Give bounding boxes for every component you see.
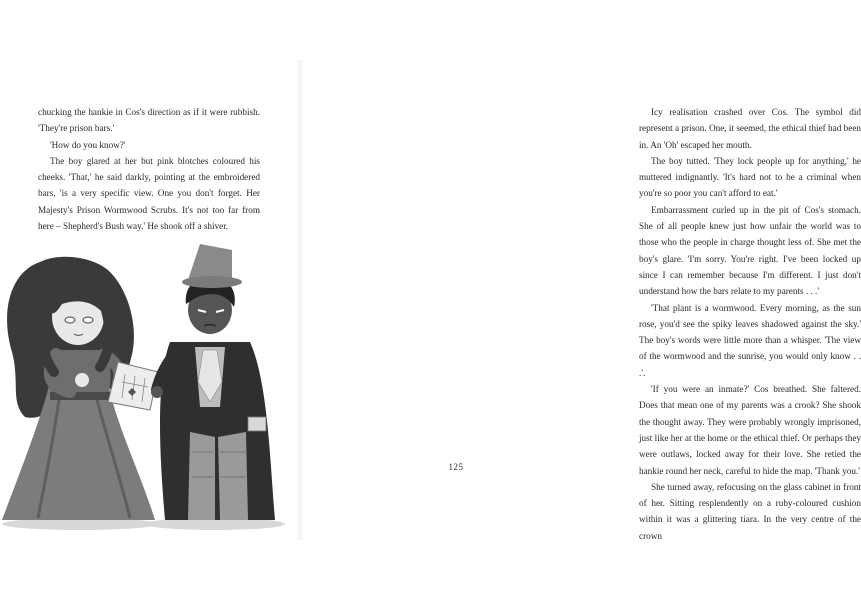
right-page (300, 0, 861, 600)
left-page (0, 0, 300, 600)
paragraph: 'How do you know?' (50, 139, 126, 150)
paragraph: She turned away, refocusing on the glass cabinet in front of her. Sitting resplendently on a ruby-coloured cushion within it was a glittering tiara. In the very centre of the crown (639, 481, 861, 541)
paragraph: Embarrassment curled up in the pit of Cos's stomach. She of all people knew just how unfair the world was to those who the people in charge thought less of. She met the boy's glare. 'I'm sorry. You're right. I've been locked up since I can remember because I'm different. I just don't understand how the bars relate to my parents . . .' (639, 204, 861, 297)
page-number: 125 (448, 462, 464, 472)
left-page-text (38, 104, 260, 234)
paragraph: The boy glared at her but pink blotches coloured his cheeks. 'That,' he said darkly, pointing at the embroidered bars, 'is a very specific view. One you don't forget. Her Majesty's Prison Wormwood Scrubs. It's not too far from here – Shepherd's Bush way.' He shook off a shiver. (38, 155, 260, 232)
paragraph: 'That plant is a wormwood. Every morning, as the sun rose, you'd see the spiky leaves shadowed against the sky.' The boy's words were little more than a whisper. 'The view of the wormwood and the sunrise, you would only know . . .'. (639, 302, 861, 378)
boy-figure (151, 244, 275, 520)
paragraph: chucking the hankie in Cos's direction as if it were rubbish. 'They're prison bars.' (38, 107, 260, 134)
paragraph: Icy realisation crashed over Cos. The symbol did represent a prison. One, it seemed, the ethical thief had been in. An 'Oh' escaped her mouth. (639, 107, 861, 150)
paragraph: The boy tutted. 'They lock people up for anything,' he muttered indignantly. 'It's hard not to be a criminal when you're so poor you can't afford to eat.' (639, 155, 861, 199)
illustration-cos-and-boy (0, 232, 300, 532)
right-page-text (639, 104, 861, 544)
paragraph: 'If you were an inmate?' Cos breathed. She faltered. Does that mean one of my parents was a crook? She shook the thought away. They were probably wrongly imprisoned, just like her at the home or the ethical thief. Or perhaps they were outlaws, locked away for their love. She retied the hankie round her neck, careful to hide the map. 'Thank you.' (639, 384, 861, 476)
